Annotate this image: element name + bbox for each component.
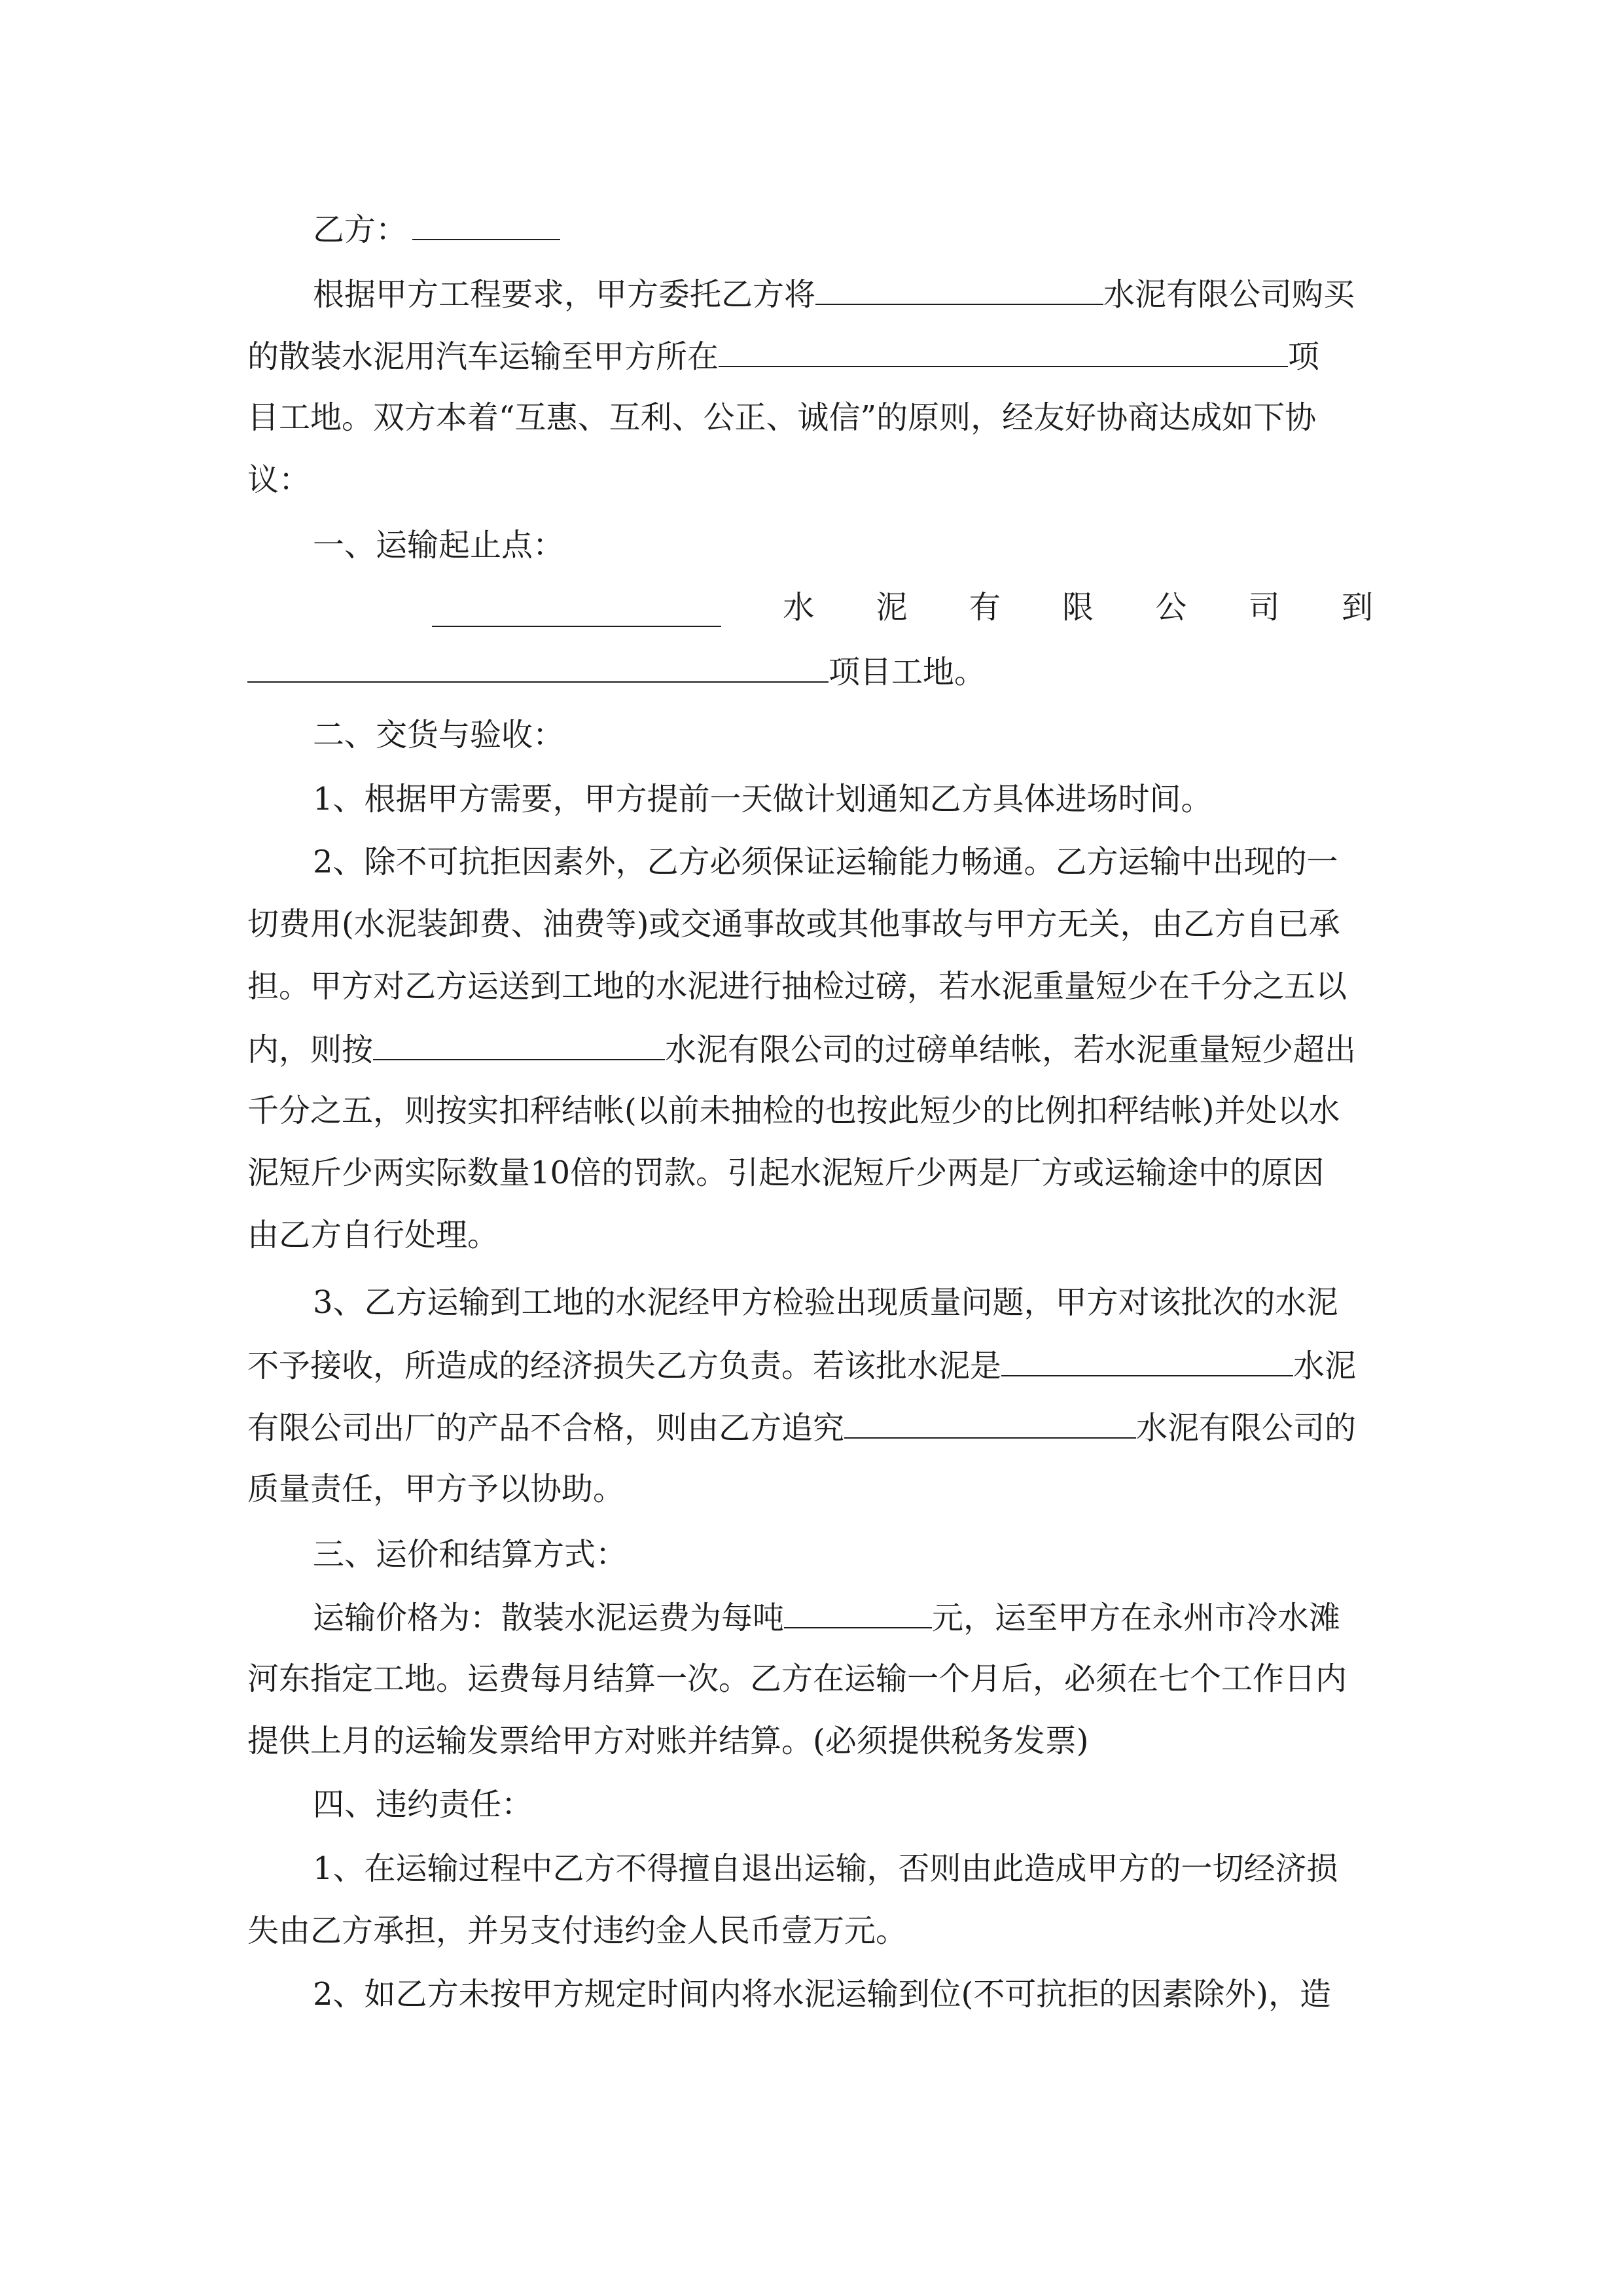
s2-clause-2-line: 2、除不可抗拒因素外，乙方必须保证运输能力畅通。乙方运输中出现的一 <box>313 844 1338 880</box>
s3-line <box>313 1597 1340 1638</box>
section-1-heading: 一、运输起止点： <box>313 527 565 564</box>
party-b-label: 乙方： <box>313 211 408 248</box>
intro-text: 项 <box>1288 338 1320 375</box>
manufacturer-blank <box>1001 1345 1293 1376</box>
intro-text: 水泥有限公司购买 <box>1103 276 1355 313</box>
clause-text: 内，则按 <box>247 1031 374 1068</box>
party-b-line <box>313 209 560 249</box>
route-word: 水 <box>783 589 815 626</box>
intro-line-3: 目工地。双方本着“互惠、互利、公正、诚信”的原则，经友好协商达成如下协 <box>247 399 1317 436</box>
route-end-text: 项目工地。 <box>829 654 986 691</box>
s2-clause-3-line <box>247 1345 1356 1386</box>
section-3-heading: 三、运价和结算方式： <box>313 1536 628 1573</box>
section-4-heading: 四、违约责任： <box>313 1786 533 1823</box>
s4-clause-1-line: 失由乙方承担，并另支付违约金人民币壹万元。 <box>247 1912 908 1949</box>
intro-line-4: 议： <box>247 461 311 498</box>
clause-text: 运输价格为：散装水泥运费为每吨 <box>313 1600 785 1636</box>
cement-company-blank <box>815 274 1103 305</box>
clause-text: 元，运至甲方在永州市冷水滩 <box>932 1600 1341 1636</box>
s2-clause-2-line: 切费用(水泥装卸费、油费等)或交通事故或其他事故与甲方无关，由乙方自已承 <box>247 906 1340 942</box>
route-word: 限 <box>1062 589 1094 626</box>
s3-line: 提供上月的运输发票给甲方对账并结算。(必须提供税务发票) <box>247 1723 1089 1759</box>
intro-line-1 <box>313 274 1355 314</box>
route-word: 司 <box>1248 589 1280 626</box>
route-origin-blank <box>432 596 721 627</box>
freight-price-blank <box>784 1597 932 1628</box>
s2-clause-2-line: 泥短斤少两实际数量10倍的罚款。引起水泥短斤少两是厂方或运输途中的原因 <box>247 1155 1325 1191</box>
route-word: 公 <box>1155 589 1187 626</box>
route-word: 有 <box>969 589 1001 626</box>
s3-line: 河东指定工地。运费每月结算一次。乙方在运输一个月后，必须在七个工作日内 <box>247 1660 1347 1697</box>
s2-clause-1: 1、根据甲方需要，甲方提前一天做计划通知乙方具体进场时间。 <box>313 781 1213 817</box>
s4-clause-2-line: 2、如乙方未按甲方规定时间内将水泥运输到位(不可抗拒的因素除外)，造 <box>313 1976 1331 2013</box>
intro-text: 根据甲方工程要求，甲方委托乙方将 <box>313 276 816 313</box>
clause-text: 水泥有限公司的 <box>1136 1410 1357 1446</box>
weighing-company-blank <box>373 1029 665 1060</box>
s2-clause-3-line <box>247 1407 1356 1448</box>
section-2-heading: 二、交货与验收： <box>313 717 565 753</box>
s2-clause-3-line: 3、乙方运输到工地的水泥经甲方检验出现质量问题，甲方对该批次的水泥 <box>313 1284 1338 1321</box>
route-line <box>313 588 1373 627</box>
s2-clause-2-line: 千分之五，则按实扣秤结帐(以前未抽检的也按此短少的比例扣秤结帐)并处以水 <box>247 1092 1340 1129</box>
s2-clause-3-line: 质量责任，甲方予以协助。 <box>247 1471 625 1507</box>
clause-text: 水泥有限公司的过磅单结帐，若水泥重量短少超出 <box>665 1031 1357 1068</box>
s2-clause-2-line: 担。甲方对乙方运送到工地的水泥进行抽检过磅，若水泥重量短少在千分之五以 <box>247 968 1347 1005</box>
s2-clause-2-line: 由乙方自行处理。 <box>247 1217 499 1253</box>
intro-text: 的散装水泥用汽车运输至甲方所在 <box>247 338 719 375</box>
intro-line-2 <box>247 336 1319 376</box>
party-b-blank <box>412 209 560 240</box>
clause-text: 水泥 <box>1293 1348 1357 1384</box>
route-word: 到 <box>1341 589 1373 626</box>
route-end-line <box>247 651 986 692</box>
clause-text: 不予接收，所造成的经济损失乙方负责。若该批水泥是 <box>247 1348 1002 1384</box>
project-location-blank <box>719 336 1288 367</box>
s4-clause-1-line: 1、在运输过程中乙方不得擅自退出运输，否则由此造成甲方的一切经济损 <box>313 1850 1338 1887</box>
route-destination-blank <box>247 651 829 683</box>
clause-text: 有限公司出厂的产品不合格，则由乙方追究 <box>247 1410 845 1446</box>
route-word: 泥 <box>876 589 908 626</box>
s2-clause-2-line <box>247 1029 1356 1069</box>
liability-company-blank <box>844 1407 1136 1439</box>
